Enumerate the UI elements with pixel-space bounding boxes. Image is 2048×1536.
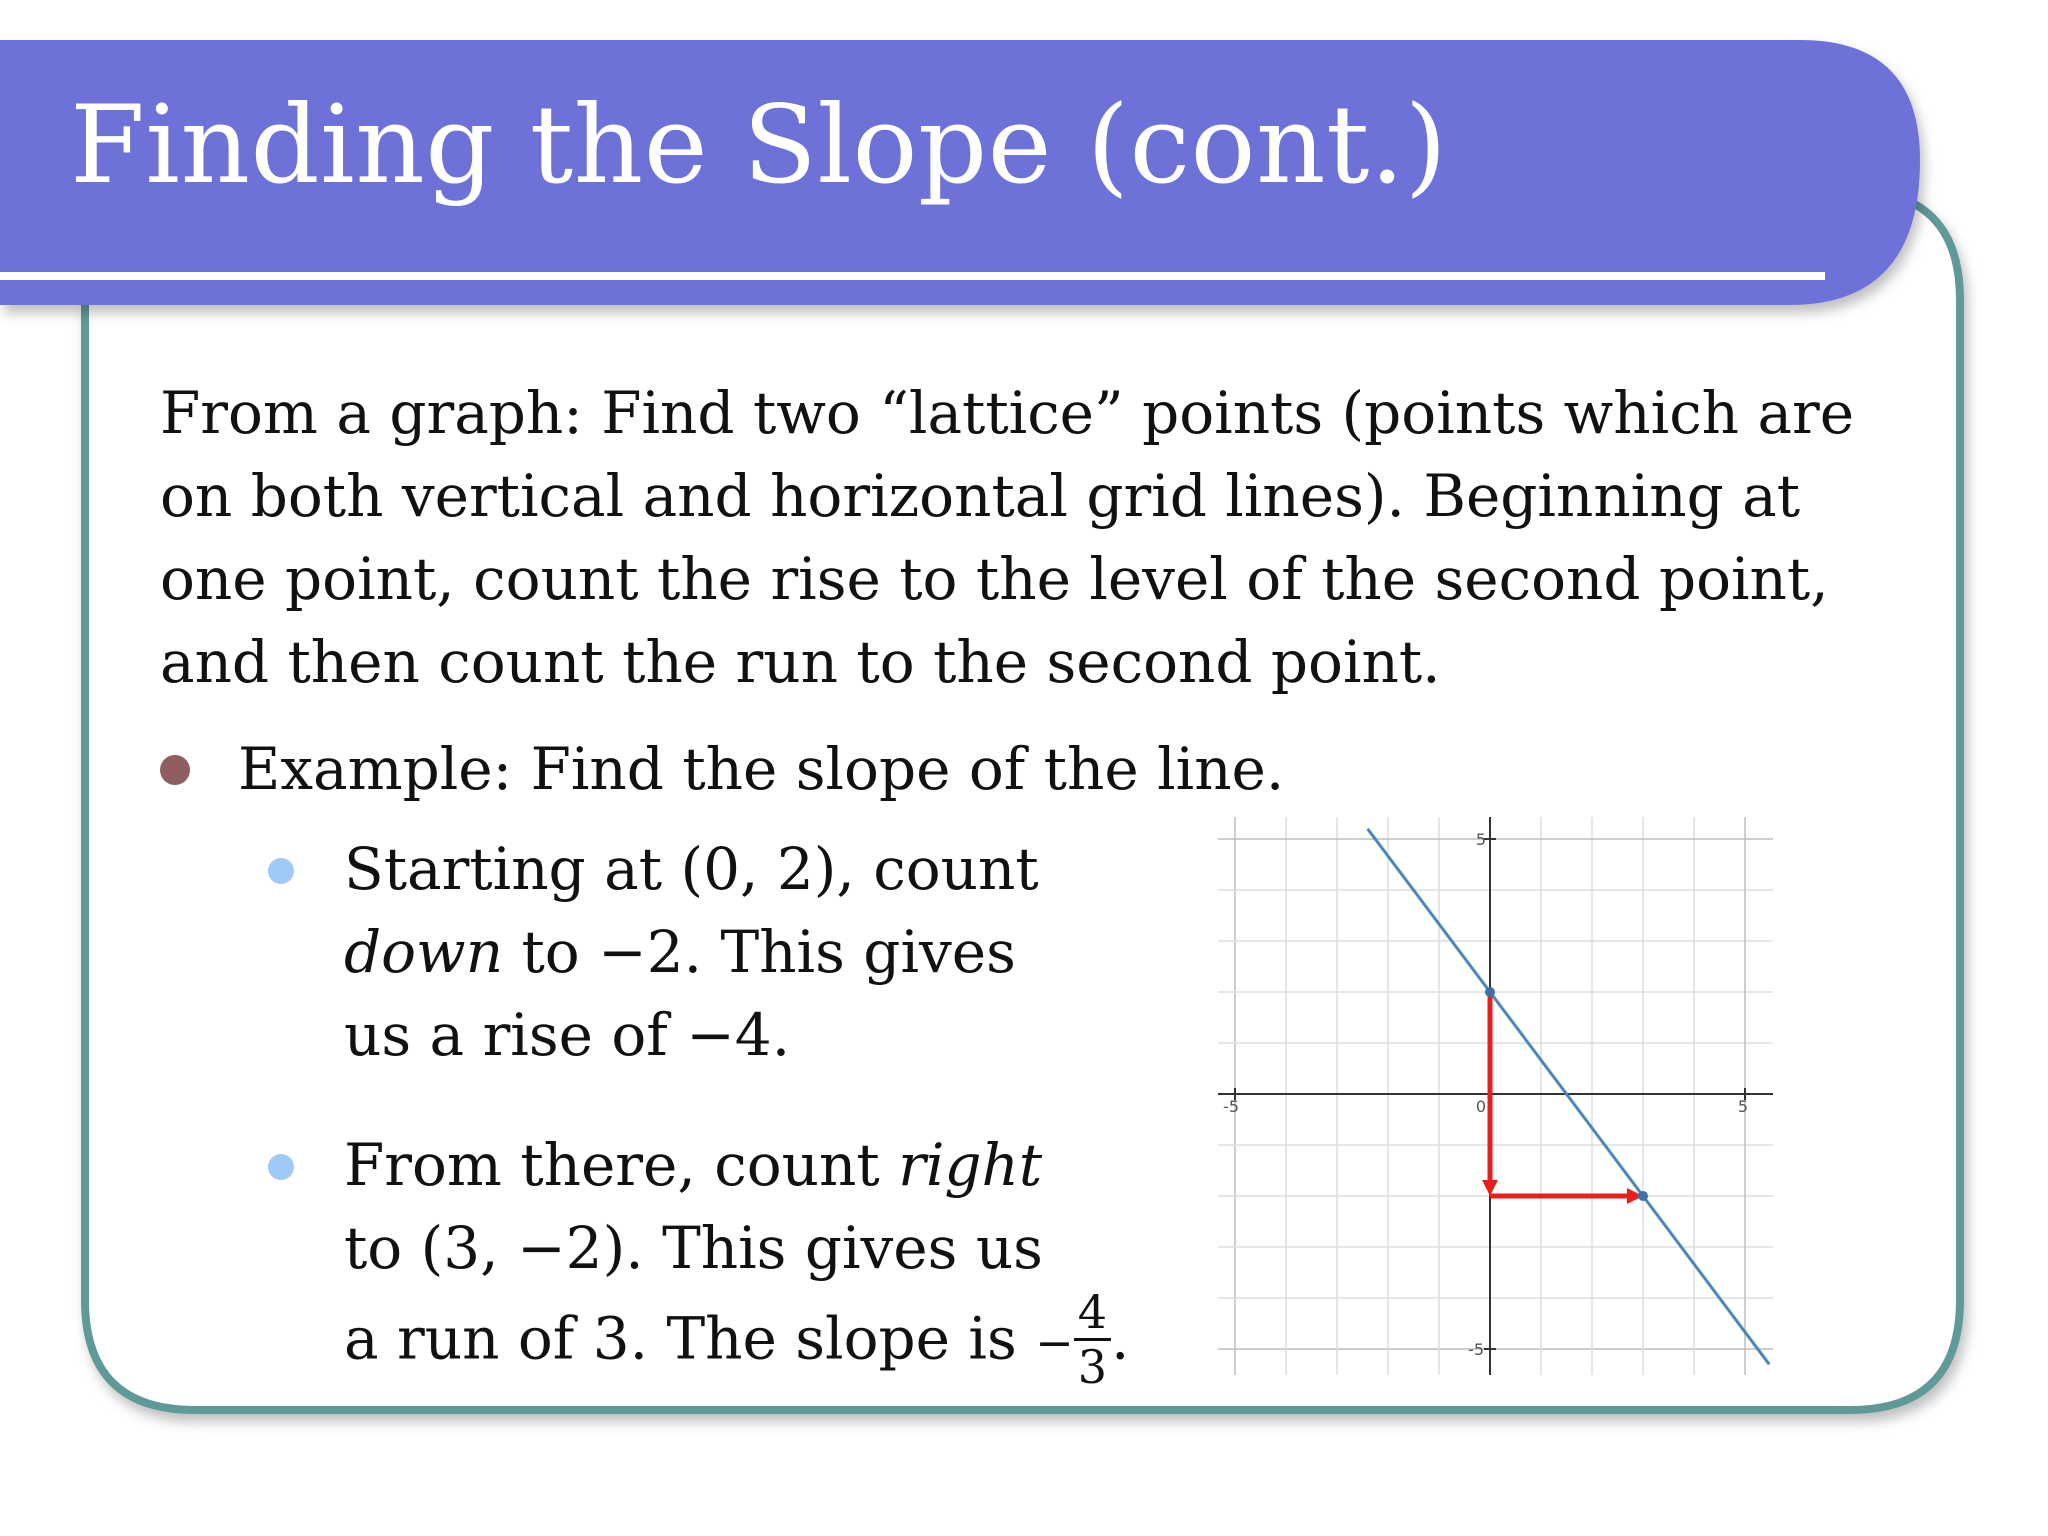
run-line-3-pre: a run of 3. The slope is bbox=[344, 1304, 1036, 1373]
slide-title: Finding the Slope (cont.) bbox=[70, 83, 1448, 208]
rise-direction: down bbox=[344, 918, 504, 986]
graph-plot bbox=[1368, 829, 1770, 1365]
y-tick-label: 5 bbox=[1475, 830, 1486, 849]
x-tick-label: 5 bbox=[1737, 1097, 1748, 1116]
run-line-2: to (3, −2). This gives us bbox=[344, 1214, 1043, 1282]
graph-grid bbox=[1218, 817, 1773, 1375]
lattice-point bbox=[1485, 987, 1495, 997]
sub-bullet-dot-icon bbox=[268, 1154, 294, 1180]
graph-axes bbox=[1218, 817, 1773, 1375]
slope-period: . bbox=[1111, 1304, 1130, 1373]
lattice-point bbox=[1638, 1191, 1648, 1201]
run-line-3 bbox=[344, 1285, 1130, 1394]
x-tick-label: 0 bbox=[1475, 1097, 1486, 1116]
y-tick-label: -5 bbox=[1468, 1340, 1484, 1359]
run-line-1 bbox=[344, 1124, 1129, 1207]
rise-line-2-rest: to −2. This gives bbox=[503, 918, 1016, 986]
slope-numerator: 4 bbox=[1074, 1286, 1111, 1341]
slope-sign: − bbox=[1035, 1315, 1074, 1370]
function-line bbox=[1368, 829, 1770, 1365]
intro-paragraph: From a graph: Find two “lattice” points (points which are on both vertical and horizontal grid lines). Beginning at one point, count the rise to the level of the second point, and then count the run to the second point. bbox=[160, 379, 1855, 696]
slope-fraction bbox=[1074, 1286, 1111, 1393]
x-tick-label: -5 bbox=[1223, 1097, 1239, 1116]
rise-line-1: Starting at (0, 2), count bbox=[344, 835, 1039, 903]
run-direction: right bbox=[898, 1131, 1043, 1199]
slope-denominator: 3 bbox=[1077, 1340, 1107, 1394]
example-text: Example: Find the slope of the line. bbox=[238, 735, 1285, 803]
slope-graph bbox=[1210, 812, 1790, 1392]
rise-line-2 bbox=[344, 911, 1039, 994]
run-line-1-pre: From there, count bbox=[344, 1131, 899, 1199]
sub-bullet-dot-icon bbox=[268, 858, 294, 884]
rise-line-3: us a rise of −4. bbox=[344, 1001, 791, 1069]
bullet-dot-icon bbox=[160, 755, 190, 785]
